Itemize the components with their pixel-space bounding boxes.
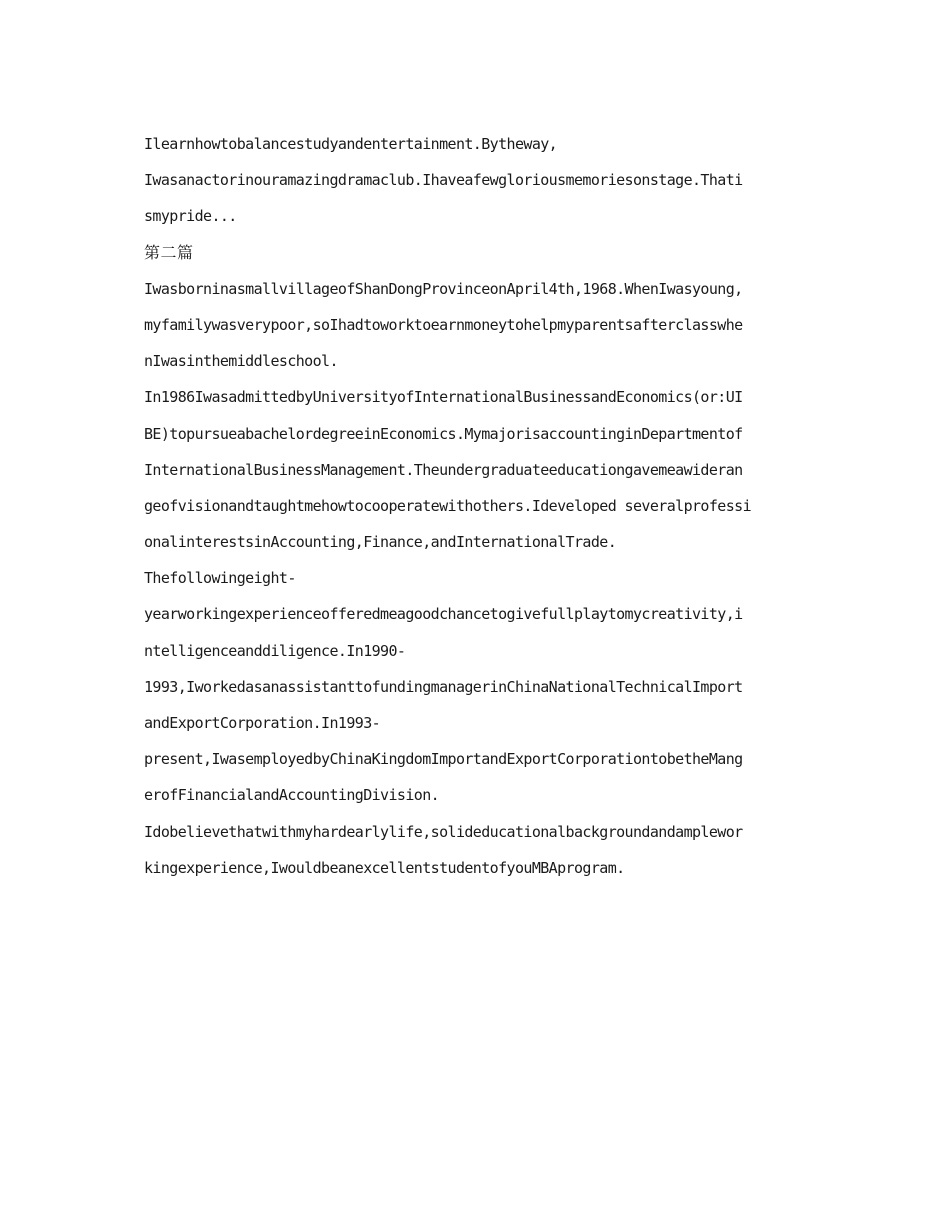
text-line: myfamilywasverypoor,soIhadtoworktoearnmoneytohelpmyparentsafterclasswhe: [144, 315, 743, 334]
text-line: Iwasanactorinouramazingdramaclub.Ihaveafewgloriousmemoriesonstage.Thati: [144, 171, 743, 190]
text-line: nIwasinthemiddleschool.: [144, 352, 338, 371]
document-body: [144, 128, 816, 888]
section-heading: 第二篇: [144, 242, 194, 262]
text-line: In1986IwasadmittedbyUniversityofInternationalBusinessandEconomics(or:UI: [144, 388, 743, 407]
text-line: InternationalBusinessManagement.Theundergraduateeducationgavemeawideran: [144, 460, 743, 479]
text-line: Thefollowingeight-: [144, 569, 296, 588]
text-line: erofFinancialandAccountingDivision.: [144, 786, 440, 805]
text-line: present,IwasemployedbyChinaKingdomImportandExportCorporationtobetheMang: [144, 750, 743, 769]
text-line: 1993,IworkedasanassistanttofundingmanagerinChinaNationalTechnicalImport: [144, 677, 743, 696]
text-line: yearworkingexperienceofferedmeagoodchancetogivefullplaytomycreativity,i: [144, 605, 743, 624]
text-line: BE)topursueabachelordegreeinEconomics.MymajorisaccountinginDepartmentof: [144, 424, 743, 443]
text-line: kingexperience,IwouldbeanexcellentstudentofyouMBAprogram.: [144, 858, 625, 877]
text-line: ntelligenceanddiligence.In1990-: [144, 641, 406, 660]
text-line: Idobelievethatwithmyhardearlylife,solideducationalbackgroundandamplewor: [144, 822, 743, 841]
text-line: Ilearnhowtobalancestudyandentertainment.Bytheway,: [144, 135, 558, 153]
text-line: IwasborninasmallvillageofShanDongProvinceonApril4th,1968.WhenIwasyoung,: [144, 279, 743, 298]
text-line: geofvisionandtaughtmehowtocooperatewithothers.Ideveloped severalprofessi: [144, 496, 752, 515]
text-line: andExportCorporation.In1993-: [144, 714, 381, 732]
text-line: onalinterestsinAccounting,Finance,andInternationalTrade.: [144, 533, 617, 552]
text-line: smypride...: [144, 207, 237, 226]
